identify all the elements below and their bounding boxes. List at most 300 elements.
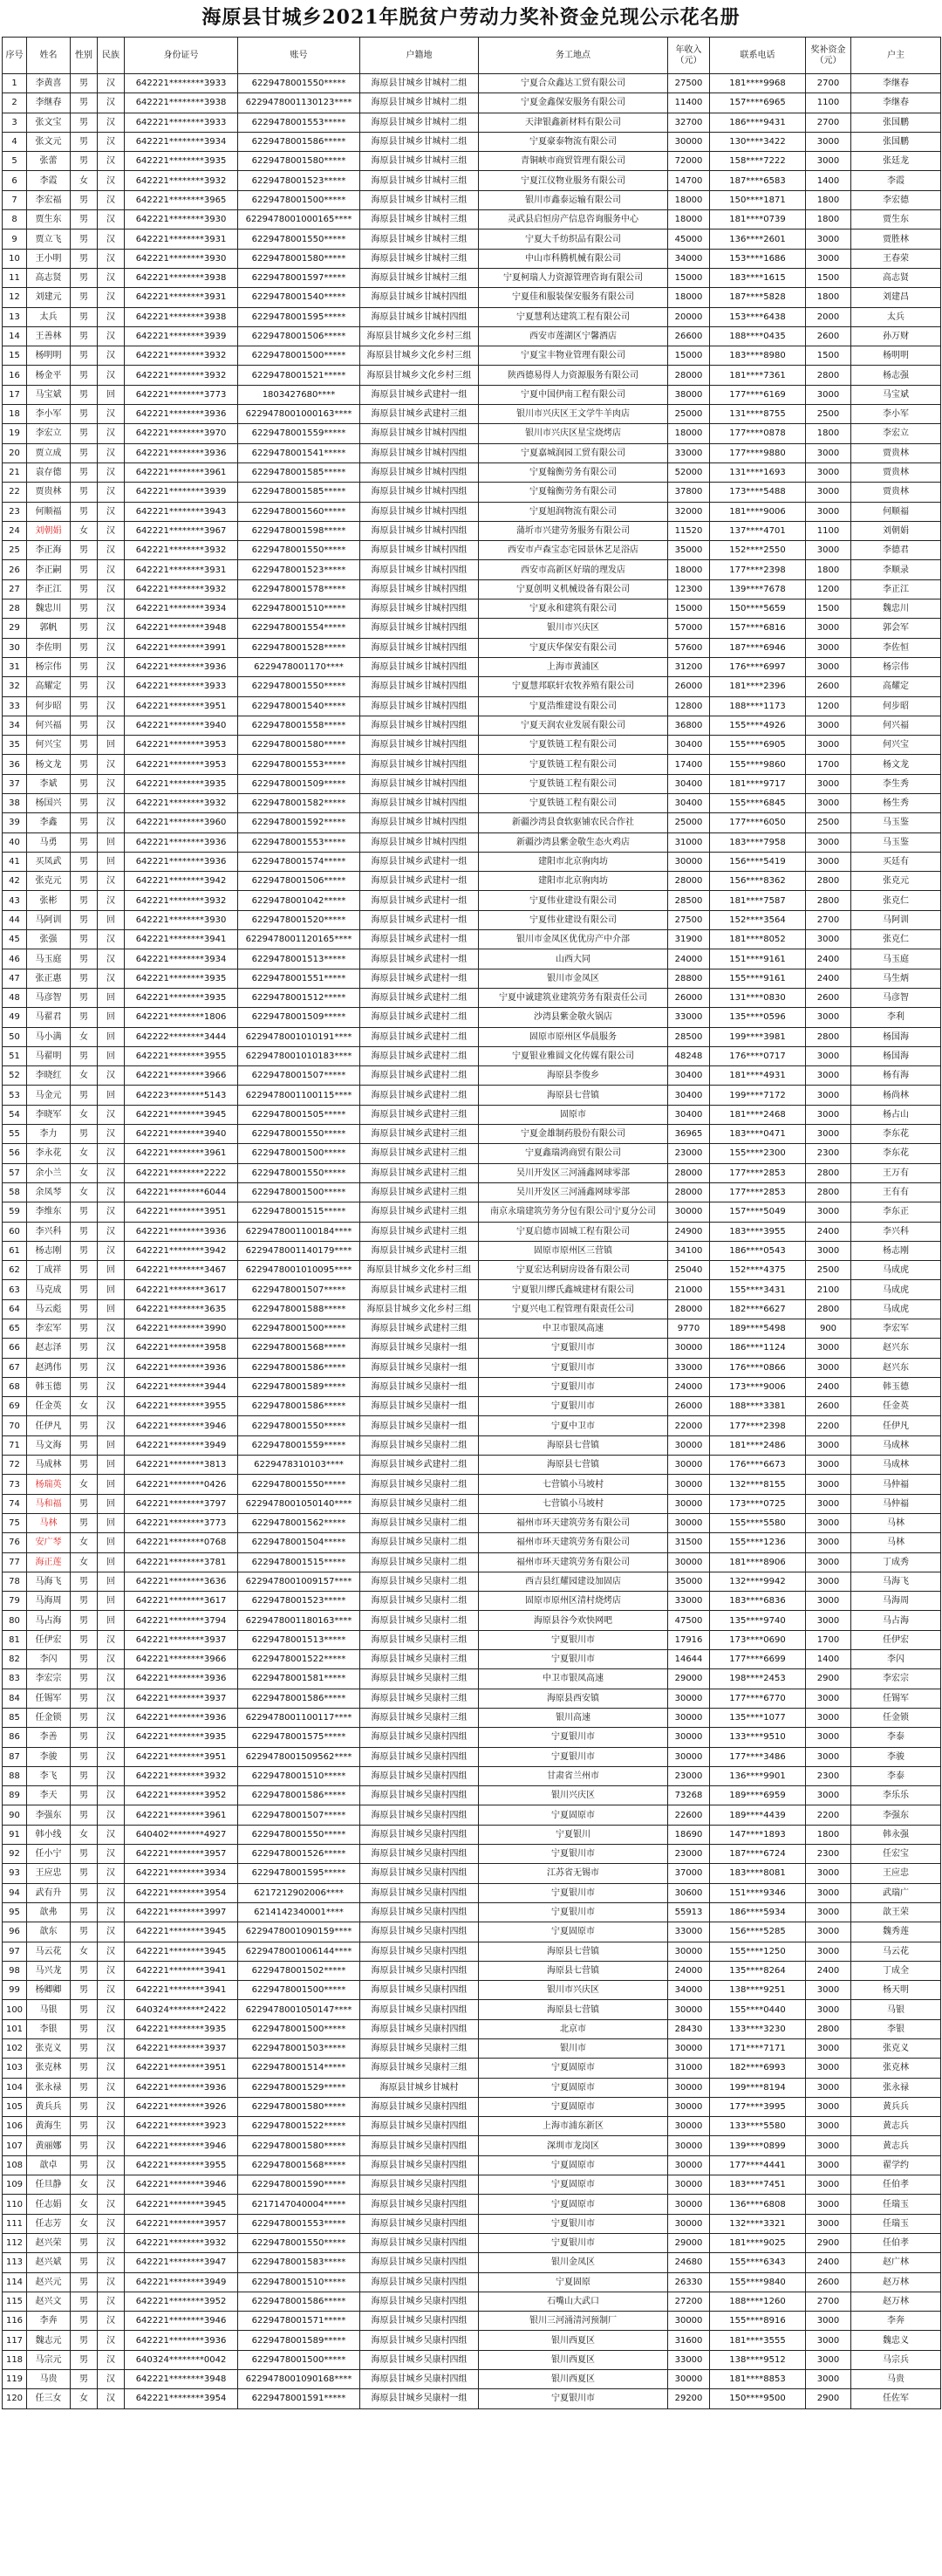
table-row <box>3 988 941 1007</box>
gender-cell: 女 <box>71 1942 98 1961</box>
subsidy-cell: 3000 <box>806 716 851 735</box>
phone-cell: 135****0596 <box>710 1008 806 1027</box>
account-cell: 6229478001515***** <box>238 1202 360 1222</box>
name-cell: 杨宗伟 <box>27 657 71 676</box>
account-cell: 6229478001500***** <box>238 1182 360 1202</box>
workplace-cell: 银川金凤区 <box>479 2253 668 2272</box>
name-cell: 李宏立 <box>27 424 71 443</box>
id-number-cell: 642221********3952 <box>125 1786 238 1805</box>
ethnicity-cell: 汉 <box>98 2195 125 2214</box>
account-cell: 6229478001050140**** <box>238 1494 360 1513</box>
table-row <box>3 1397 941 1416</box>
gender-cell: 女 <box>71 2389 98 2408</box>
account-cell: 6229478001585***** <box>238 483 360 502</box>
subsidy-cell: 3000 <box>806 1241 851 1260</box>
index-cell: 51 <box>3 1046 27 1065</box>
index-cell: 116 <box>3 2312 27 2331</box>
gender-cell: 女 <box>71 1066 98 1086</box>
index-cell: 95 <box>3 1902 27 1922</box>
gender-cell: 男 <box>71 93 98 113</box>
ethnicity-cell: 汉 <box>98 1805 125 1825</box>
workplace-cell: 福州市环天建筑劳务有限公司 <box>479 1513 668 1532</box>
account-cell: 6229478001580***** <box>238 249 360 268</box>
workplace-cell: 银川市兴庆区星宝烧烤店 <box>479 424 668 443</box>
household-head-cell: 马银 <box>851 2000 941 2019</box>
household-head-cell: 贾贵林 <box>851 462 941 482</box>
phone-cell: 138****9512 <box>710 2350 806 2369</box>
index-cell: 43 <box>3 891 27 910</box>
household-registration-cell: 海原县甘城乡吴康村二组 <box>360 1611 479 1630</box>
account-cell: 6229478001000163**** <box>238 405 360 424</box>
phone-cell: 181****4931 <box>710 1066 806 1086</box>
name-cell: 赵兴文 <box>27 2292 71 2311</box>
account-cell: 6229478001170**** <box>238 657 360 676</box>
household-registration-cell: 海原县甘城乡文化乡村三组 <box>360 326 479 346</box>
workplace-cell: 银川市鑫泰运输有限公司 <box>479 190 668 209</box>
index-cell: 36 <box>3 755 27 774</box>
account-cell: 6229478001529***** <box>238 2078 360 2097</box>
phone-cell: 181****7587 <box>710 891 806 910</box>
ethnicity-cell: 汉 <box>98 1708 125 1727</box>
ethnicity-cell: 回 <box>98 910 125 929</box>
table-row <box>3 2370 941 2389</box>
household-head-cell: 郭会军 <box>851 619 941 638</box>
phone-cell: 155****9860 <box>710 755 806 774</box>
account-cell: 6229478001589***** <box>238 1377 360 1396</box>
account-cell: 6229478001574***** <box>238 852 360 871</box>
household-head-cell: 买廷有 <box>851 852 941 871</box>
account-cell: 6229478001522***** <box>238 2117 360 2136</box>
household-head-cell: 李宏德 <box>851 190 941 209</box>
household-head-cell: 马玉鉴 <box>851 832 941 852</box>
account-cell: 6229478001523***** <box>238 171 360 190</box>
household-head-cell: 马宝斌 <box>851 385 941 404</box>
account-cell: 6229478001550***** <box>238 230 360 249</box>
name-cell: 李斌 <box>27 774 71 793</box>
ethnicity-cell: 汉 <box>98 405 125 424</box>
phone-cell: 176****0717 <box>710 1046 806 1065</box>
index-cell: 40 <box>3 832 27 852</box>
table-row <box>3 1728 941 1747</box>
household-head-cell: 马生炳 <box>851 969 941 988</box>
name-cell: 任三女 <box>27 2389 71 2408</box>
workplace-cell: 宁夏银川市 <box>479 2233 668 2252</box>
id-number-cell: 642221********3945 <box>125 2195 238 2214</box>
household-head-cell: 马彦智 <box>851 988 941 1007</box>
ethnicity-cell: 汉 <box>98 2059 125 2078</box>
gender-cell: 男 <box>71 736 98 755</box>
household-registration-cell: 海原县甘城乡甘城村三组 <box>360 190 479 209</box>
household-registration-cell: 海原县甘城乡甘城村四组 <box>360 793 479 812</box>
subsidy-cell: 3000 <box>806 2078 851 2097</box>
annual-income-cell: 23000 <box>668 1845 710 1864</box>
household-registration-cell: 海原县甘城乡甘城村四组 <box>360 813 479 832</box>
annual-income-cell: 25040 <box>668 1261 710 1280</box>
annual-income-cell: 30000 <box>668 852 710 871</box>
ethnicity-cell: 汉 <box>98 1747 125 1766</box>
gender-cell: 男 <box>71 2059 98 2078</box>
phone-cell: 155****9161 <box>710 969 806 988</box>
account-cell: 6229478001568***** <box>238 1339 360 1358</box>
account-cell: 6229478001550***** <box>238 1475 360 1494</box>
account-cell: 6229478001009157**** <box>238 1572 360 1591</box>
ethnicity-cell: 回 <box>98 1299 125 1319</box>
name-cell: 李宏军 <box>27 1319 71 1339</box>
ethnicity-cell: 汉 <box>98 1416 125 1435</box>
ethnicity-cell: 回 <box>98 1261 125 1280</box>
workplace-cell: 宁夏银川市 <box>479 1377 668 1396</box>
name-cell: 郭帆 <box>27 619 71 638</box>
table-row <box>3 230 941 249</box>
id-number-cell: 642221********3932 <box>125 891 238 910</box>
annual-income-cell: 14700 <box>668 171 710 190</box>
subsidy-cell: 2800 <box>806 1182 851 1202</box>
ethnicity-cell: 汉 <box>98 1105 125 1124</box>
household-head-cell: 赵兴东 <box>851 1339 941 1358</box>
phone-cell: 155****2300 <box>710 1144 806 1163</box>
household-head-cell: 黄志兵 <box>851 2136 941 2155</box>
name-cell: 马云彪 <box>27 1299 71 1319</box>
phone-cell: 133****9510 <box>710 1728 806 1747</box>
account-cell: 6229478001528***** <box>238 638 360 657</box>
index-cell: 14 <box>3 326 27 346</box>
table-row <box>3 1027 941 1046</box>
table-row <box>3 210 941 230</box>
table-row <box>3 2059 941 2078</box>
account-cell: 6229478001513***** <box>238 1630 360 1649</box>
name-cell: 马宝斌 <box>27 385 71 404</box>
household-head-cell: 马仲福 <box>851 1494 941 1513</box>
annual-income-cell: 25000 <box>668 405 710 424</box>
subsidy-cell: 2800 <box>806 366 851 385</box>
workplace-cell: 银川市兴庆区王文学牛羊肉店 <box>479 405 668 424</box>
phone-cell: 131****8755 <box>710 405 806 424</box>
annual-income-cell: 29200 <box>668 2389 710 2408</box>
household-head-cell: 马占海 <box>851 1611 941 1630</box>
workplace-cell: 宁夏银川市 <box>479 1339 668 1358</box>
index-cell: 56 <box>3 1144 27 1163</box>
household-head-cell: 杨宗伟 <box>851 657 941 676</box>
household-head-cell: 何兴宝 <box>851 736 941 755</box>
index-cell: 39 <box>3 813 27 832</box>
household-head-cell: 杨国海 <box>851 1027 941 1046</box>
account-cell: 6229478001523***** <box>238 1592 360 1611</box>
gender-cell: 男 <box>71 288 98 307</box>
id-number-cell: 642221********3951 <box>125 1202 238 1222</box>
table-row <box>3 288 941 307</box>
id-number-cell: 642221********3935 <box>125 2019 238 2038</box>
index-cell: 33 <box>3 696 27 716</box>
annual-income-cell: 34100 <box>668 1241 710 1260</box>
ethnicity-cell: 回 <box>98 1086 125 1105</box>
table-row <box>3 891 941 910</box>
index-cell: 83 <box>3 1669 27 1689</box>
subsidy-cell: 3000 <box>806 1046 851 1065</box>
workplace-cell: 银川市兴庆区 <box>479 619 668 638</box>
name-cell: 贾生东 <box>27 210 71 230</box>
phone-cell: 181****3555 <box>710 2331 806 2350</box>
household-registration-cell: 海原县甘城乡吴康村二组 <box>360 1552 479 1572</box>
household-head-cell: 李泰 <box>851 1728 941 1747</box>
household-head-cell: 李霞 <box>851 171 941 190</box>
index-cell: 48 <box>3 988 27 1007</box>
subsidy-cell: 3000 <box>806 2331 851 2350</box>
annual-income-cell: 55913 <box>668 1902 710 1922</box>
workplace-cell: 建阳市北京驹肉坊 <box>479 872 668 891</box>
name-cell: 杨文龙 <box>27 755 71 774</box>
ethnicity-cell: 回 <box>98 1046 125 1065</box>
table-row <box>3 1533 941 1552</box>
annual-income-cell: 30400 <box>668 1066 710 1086</box>
phone-cell: 156****5285 <box>710 1922 806 1942</box>
household-registration-cell: 海原县甘城乡武建村二组 <box>360 1086 479 1105</box>
account-cell: 6229478001523***** <box>238 560 360 579</box>
table-row <box>3 560 941 579</box>
workplace-cell: 固原市原州区华晨服务 <box>479 1027 668 1046</box>
ethnicity-cell: 汉 <box>98 1125 125 1144</box>
household-head-cell: 李小军 <box>851 405 941 424</box>
index-cell: 79 <box>3 1592 27 1611</box>
household-registration-cell: 海原县甘城乡武建村二组 <box>360 1046 479 1065</box>
workplace-cell: 宁夏固原 <box>479 2272 668 2292</box>
name-cell: 海正莲 <box>27 1552 71 1572</box>
phone-cell: 131****1693 <box>710 462 806 482</box>
phone-cell: 181****2396 <box>710 677 806 696</box>
account-cell: 6229478001509***** <box>238 774 360 793</box>
phone-cell: 188****1173 <box>710 696 806 716</box>
account-cell: 6229478001553***** <box>238 755 360 774</box>
household-head-cell: 马成虎 <box>851 1280 941 1299</box>
ethnicity-cell: 汉 <box>98 2038 125 2058</box>
index-cell: 1 <box>3 74 27 93</box>
name-cell: 高志贤 <box>27 268 71 287</box>
id-number-cell: 640324********2422 <box>125 2000 238 2019</box>
subsidy-cell: 3000 <box>806 2038 851 2058</box>
workplace-cell: 西安市卢森宝态宅园景休艺足浴店 <box>479 541 668 560</box>
id-number-cell: 642221********3931 <box>125 230 238 249</box>
ethnicity-cell: 回 <box>98 1456 125 1475</box>
subsidy-cell: 2500 <box>806 405 851 424</box>
id-number-cell: 642221********3937 <box>125 1689 238 1708</box>
ethnicity-cell: 汉 <box>98 1786 125 1805</box>
table-row <box>3 113 941 132</box>
id-number-cell: 642221********3935 <box>125 969 238 988</box>
gender-cell: 男 <box>71 1358 98 1377</box>
annual-income-cell: 26000 <box>668 988 710 1007</box>
annual-income-cell: 35000 <box>668 1572 710 1591</box>
workplace-cell: 上海市浦东新区 <box>479 2117 668 2136</box>
phone-cell: 156****8362 <box>710 872 806 891</box>
household-registration-cell: 海原县甘城乡吴康村三组 <box>360 1650 479 1669</box>
household-registration-cell: 海原县甘城乡武建村一组 <box>360 969 479 988</box>
household-registration-cell: 海原县甘城乡吴康村四组 <box>360 2331 479 2350</box>
table-row <box>3 2195 941 2214</box>
subsidy-cell: 3000 <box>806 793 851 812</box>
table-row <box>3 1494 941 1513</box>
table-row <box>3 1261 941 1280</box>
household-head-cell: 武瑞广 <box>851 1883 941 1902</box>
index-cell: 49 <box>3 1008 27 1027</box>
name-cell: 杨国兴 <box>27 793 71 812</box>
household-head-cell: 杨明明 <box>851 346 941 366</box>
id-number-cell: 642221********3946 <box>125 2175 238 2195</box>
gender-cell: 男 <box>71 2331 98 2350</box>
household-registration-cell: 海原县甘城乡吴康村四组 <box>360 1883 479 1902</box>
name-cell: 任志芳 <box>27 2214 71 2233</box>
workplace-cell: 银川市金凤区 <box>479 969 668 988</box>
account-cell: 6229478001590***** <box>238 2175 360 2195</box>
workplace-cell: 上海市黄浦区 <box>479 657 668 676</box>
table-row <box>3 2175 941 2195</box>
household-head-cell: 刘建昌 <box>851 288 941 307</box>
index-cell: 112 <box>3 2233 27 2252</box>
phone-cell: 136****6808 <box>710 2195 806 2214</box>
workplace-cell: 宁夏伟业建设有限公司 <box>479 910 668 929</box>
gender-cell: 男 <box>71 1319 98 1339</box>
index-cell: 26 <box>3 560 27 579</box>
index-cell: 74 <box>3 1494 27 1513</box>
household-head-cell: 王春荣 <box>851 249 941 268</box>
id-number-cell: 642221********3617 <box>125 1280 238 1299</box>
phone-cell: 188****3381 <box>710 1397 806 1416</box>
table-row <box>3 366 941 385</box>
table-row <box>3 2019 941 2038</box>
annual-income-cell: 30000 <box>668 1475 710 1494</box>
workplace-cell: 宁夏启德市固城工程有限公司 <box>479 1222 668 1241</box>
household-registration-cell: 海原县甘城乡武建村三组 <box>360 1105 479 1124</box>
subsidy-cell: 2200 <box>806 1416 851 1435</box>
index-cell: 42 <box>3 872 27 891</box>
workplace-cell: 宁夏庆华保安有限公司 <box>479 638 668 657</box>
name-cell: 太兵 <box>27 307 71 326</box>
phone-cell: 181****2468 <box>710 1105 806 1124</box>
household-head-cell: 马贵 <box>851 2370 941 2389</box>
household-head-cell: 杨有海 <box>851 1066 941 1086</box>
ethnicity-cell: 汉 <box>98 599 125 619</box>
household-registration-cell: 海原县甘城乡甘城村四组 <box>360 579 479 599</box>
subsidy-cell: 3000 <box>806 502 851 521</box>
ethnicity-cell: 回 <box>98 852 125 871</box>
subsidy-cell: 2400 <box>806 949 851 969</box>
id-number-cell: 642221********3933 <box>125 677 238 696</box>
annual-income-cell: 47500 <box>668 1611 710 1630</box>
ethnicity-cell: 汉 <box>98 2370 125 2389</box>
table-row <box>3 2097 941 2116</box>
ethnicity-cell: 汉 <box>98 2175 125 2195</box>
account-cell: 6229478001541***** <box>238 443 360 462</box>
workplace-cell: 宁夏嘉城润园工贸有限公司 <box>479 443 668 462</box>
index-cell: 111 <box>3 2214 27 2233</box>
annual-income-cell: 36965 <box>668 1125 710 1144</box>
household-head-cell: 杨志强 <box>851 366 941 385</box>
phone-cell: 151****9346 <box>710 1883 806 1902</box>
workplace-cell: 银川高速 <box>479 1708 668 1727</box>
name-cell: 杨瑞英 <box>27 1475 71 1494</box>
account-cell: 6229478001010095**** <box>238 1261 360 1280</box>
phone-cell: 130****3422 <box>710 132 806 151</box>
household-head-cell: 任瑞玉 <box>851 2195 941 2214</box>
household-head-cell: 张廷龙 <box>851 152 941 171</box>
household-registration-cell: 海原县甘城乡甘城村四组 <box>360 755 479 774</box>
ethnicity-cell: 汉 <box>98 619 125 638</box>
household-head-cell: 马成虎 <box>851 1261 941 1280</box>
index-cell: 84 <box>3 1689 27 1708</box>
household-registration-cell: 海原县甘城乡武建村三组 <box>360 1280 479 1299</box>
ethnicity-cell: 回 <box>98 1611 125 1630</box>
id-number-cell: 642221********3952 <box>125 2292 238 2311</box>
account-cell: 6229478310103**** <box>238 1456 360 1475</box>
table-row <box>3 2331 941 2350</box>
account-cell: 6229478001507***** <box>238 1066 360 1086</box>
id-number-cell: 642221********3960 <box>125 813 238 832</box>
household-head-cell: 魏秀莲 <box>851 1922 941 1942</box>
workplace-cell: 宁夏江仪物业服务有限公司 <box>479 171 668 190</box>
ethnicity-cell: 汉 <box>98 346 125 366</box>
name-cell: 余小兰 <box>27 1163 71 1182</box>
id-number-cell: 642221********1806 <box>125 1008 238 1027</box>
annual-income-cell: 22600 <box>668 1805 710 1825</box>
gender-cell: 男 <box>71 152 98 171</box>
phone-cell: 132****3321 <box>710 2214 806 2233</box>
subsidy-cell: 2000 <box>806 307 851 326</box>
annual-income-cell: 30000 <box>668 1942 710 1961</box>
index-cell: 2 <box>3 93 27 113</box>
household-head-cell: 马宗兵 <box>851 2350 941 2369</box>
ethnicity-cell: 汉 <box>98 1202 125 1222</box>
index-cell: 34 <box>3 716 27 735</box>
annual-income-cell: 57000 <box>668 619 710 638</box>
gender-cell: 男 <box>71 1416 98 1435</box>
subsidy-cell: 3000 <box>806 1456 851 1475</box>
col-header-subsidy: 奖补资金（元） <box>806 38 851 74</box>
table-row <box>3 2000 941 2019</box>
index-cell: 41 <box>3 852 27 871</box>
household-registration-cell: 海原县甘城乡武建村一组 <box>360 852 479 871</box>
ethnicity-cell: 汉 <box>98 1689 125 1708</box>
table-row <box>3 832 941 852</box>
gender-cell: 男 <box>71 599 98 619</box>
subsidy-cell: 3000 <box>806 1008 851 1027</box>
ethnicity-cell: 汉 <box>98 462 125 482</box>
household-head-cell: 任宏宝 <box>851 1845 941 1864</box>
account-cell: 6229478001559***** <box>238 1435 360 1455</box>
id-number-cell: 642221********3938 <box>125 268 238 287</box>
ethnicity-cell: 汉 <box>98 1358 125 1377</box>
annual-income-cell: 18000 <box>668 190 710 209</box>
workplace-cell: 宁夏金雄制药股份有限公司 <box>479 1125 668 1144</box>
name-cell: 马和福 <box>27 1494 71 1513</box>
ethnicity-cell: 汉 <box>98 1825 125 1844</box>
index-cell: 23 <box>3 502 27 521</box>
table-row <box>3 969 941 988</box>
id-number-cell: 642221********3937 <box>125 2038 238 2058</box>
id-number-cell: 642221********3951 <box>125 696 238 716</box>
index-cell: 90 <box>3 1805 27 1825</box>
subsidy-cell: 1500 <box>806 346 851 366</box>
household-registration-cell: 海原县甘城乡吴康村四组 <box>360 1766 479 1785</box>
table-row <box>3 2312 941 2331</box>
phone-cell: 177****6169 <box>710 385 806 404</box>
subsidy-cell: 3000 <box>806 1066 851 1086</box>
workplace-cell: 新疆沙湾县食软驱铺农民合作社 <box>479 813 668 832</box>
workplace-cell: 宁夏银川缪氏鑫城建材有限公司 <box>479 1280 668 1299</box>
col-header-id-number: 身份证号 <box>125 38 238 74</box>
annual-income-cell: 31000 <box>668 2059 710 2078</box>
id-number-cell: 642221********3934 <box>125 599 238 619</box>
ethnicity-cell: 汉 <box>98 326 125 346</box>
annual-income-cell: 30000 <box>668 1689 710 1708</box>
phone-cell: 131****0830 <box>710 988 806 1007</box>
